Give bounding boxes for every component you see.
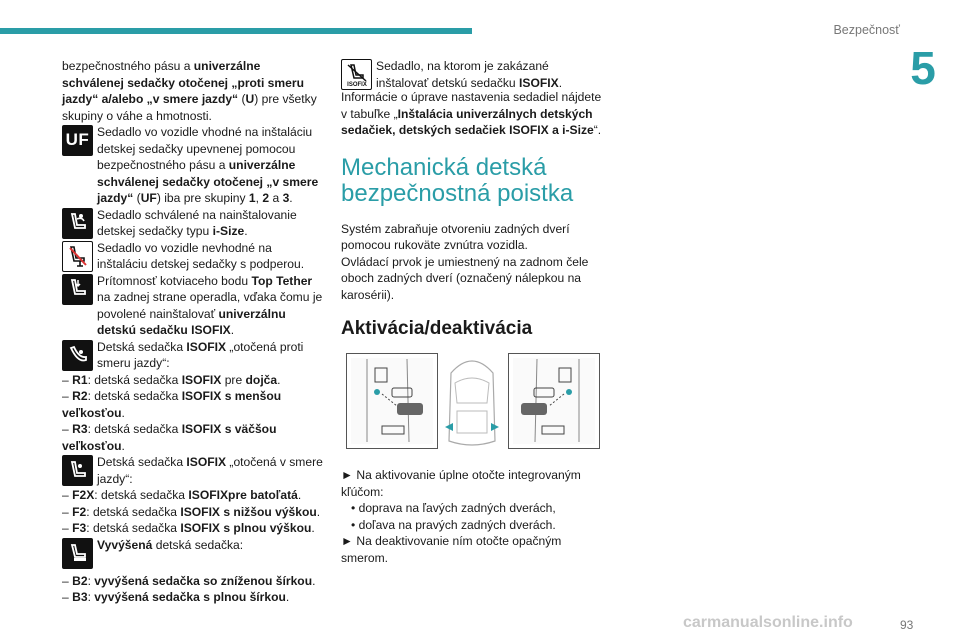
activation-instructions	[341, 467, 603, 566]
entry-no-isofix: ISOFIX Sedadlo, na ktorom je zakázané inštalovať detskú sedačku ISOFIX.	[341, 58, 603, 91]
list-item-f3: – F3: detská sedačka ISOFIX s plnou výškou.	[62, 521, 315, 535]
entry-isize: Sedadlo schválené na nainštalovanie detskej sedačky typu i-Size.	[62, 207, 324, 240]
car-top-view-illustration	[441, 353, 503, 449]
info-paragraph: Informácie o úprave nastavenia sedadiel nájdete v tabuľke „Inštalácia univerzálnych detských sedačiek, detských sedačiek ISOFIX a i-Size“.	[341, 90, 602, 137]
list-item-r3: – R3: detská sedačka ISOFIX s väčšou veľkosťou.	[62, 422, 277, 453]
top-tether-icon	[62, 274, 93, 305]
list-item-r2: – R2: detská sedačka ISOFIX s menšou veľkosťou.	[62, 389, 282, 420]
list-item-f2: – F2: detská sedačka ISOFIX s nižšou výškou.	[62, 504, 321, 519]
entry-uf: UF Sedadlo vo vozidle vhodné na inštaláciu detskej sedačky upevnenej pomocou bezpečnostného pásu a univerzálne schválenej sedačky otočenej „v smere jazdy“ (UF) iba pre skupiny 1, 2 a 3.	[62, 124, 324, 207]
forward-facing-seat-icon	[62, 455, 93, 486]
deactivation-step: ► Na deaktivovanie ním otočte opačným smerom.	[341, 534, 562, 565]
list-item-b3: – B3: vyvýšená sedačka s plnou šírkou.	[62, 590, 290, 604]
child-lock-illustration	[341, 353, 603, 453]
left-column	[62, 58, 324, 606]
uf-icon: UF	[62, 125, 93, 156]
left-door-detail-illustration	[346, 353, 438, 449]
no-isofix-icon	[341, 59, 372, 90]
activation-bullet-right: • doľava na pravých zadných dverách.	[351, 517, 556, 532]
isize-seat-icon	[62, 208, 93, 239]
entry-forward-facing: Detská sedačka ISOFIX „otočená v smere jazdy“:	[62, 454, 324, 487]
rear-facing-seat-icon	[62, 340, 93, 371]
footer-watermark: carmanualsonline.info	[683, 614, 853, 631]
entry-rear-facing: Detská sedačka ISOFIX „otočená proti smeru jazdy“:	[62, 339, 324, 372]
paragraph-universal: bezpečnostného pásu a univerzálne schválenej sedačky otočenej „proti smeru jazdy“ a/alebo „v smere jazdy“ (U) pre všetky skupiny o váhe a hmotnosti.	[62, 59, 317, 123]
mech-paragraph-2: Ovládací prvok je umiestnený na zadnom čele oboch zadných dverí (označený nálepkou na karosérii).	[341, 254, 589, 302]
entry-top-tether: Prítomnosť kotviaceho bodu Top Tether na zadnej strane operadla, vďaka čomu je povolené nainštalovať univerzálnu detskú sedačku ISOFIX.	[62, 273, 324, 339]
heading-mechanical-lock: Mechanická detská bezpečnostná poistka	[341, 153, 574, 207]
activation-bullet-left: • doprava na ľavých zadných dverách,	[351, 501, 556, 515]
section-title: Bezpečnosť	[833, 23, 900, 37]
booster-seat-icon	[62, 538, 93, 569]
entry-booster: Vyvýšená detská sedačka:	[62, 537, 324, 573]
activation-step: ► Na aktivovanie úplne otočte integrovaným kľúčom:	[341, 468, 581, 499]
entry-unsuitable: Sedadlo vo vozidle nevhodné na inštaláciu detskej sedačky s podperou.	[62, 240, 324, 273]
right-column	[341, 58, 603, 566]
svg-text:ISOFIX: ISOFIX	[346, 81, 367, 88]
chapter-number: 5	[910, 42, 936, 94]
list-item-r1: – R1: detská sedačka ISOFIX pre dojča.	[62, 372, 281, 387]
list-item-b2: – B2: vyvýšená sedačka so zníženou šírkou.	[62, 573, 316, 588]
mech-paragraph-1: Systém zabraňuje otvoreniu zadných dverí pomocou rukoväte zvnútra vozidla.	[341, 221, 570, 252]
header-accent-bar	[0, 28, 472, 34]
support-leg-seat-icon	[62, 241, 93, 272]
right-door-detail-illustration	[508, 353, 600, 449]
page-number: 93	[900, 618, 914, 632]
list-item-f2x: – F2X: detská sedačka ISOFIXpre batoľatá.	[62, 488, 302, 502]
heading-activation: Aktivácia/deaktivácia	[341, 318, 533, 339]
